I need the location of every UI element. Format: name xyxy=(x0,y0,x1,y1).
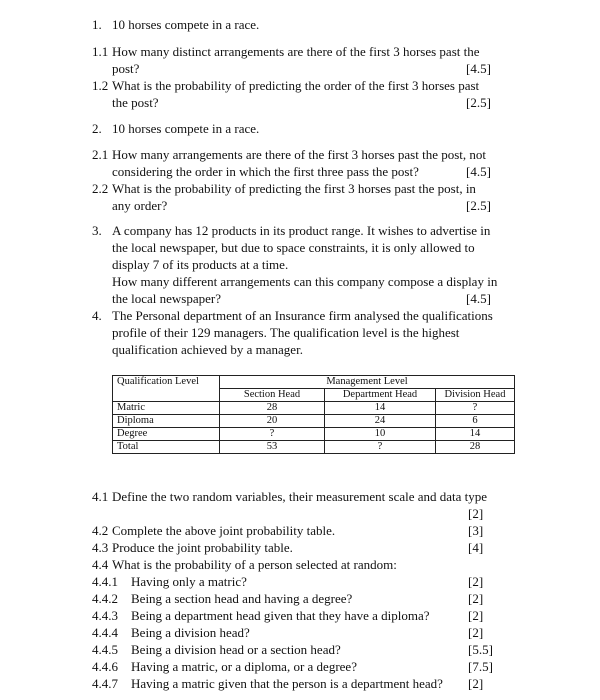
row-label: Diploma xyxy=(113,415,220,428)
q1-number: 1. xyxy=(92,17,102,32)
subpart-4-4-6-text: Having a matric, or a diploma, or a degree? xyxy=(131,659,357,674)
col-header-department-head: Department Head xyxy=(325,389,436,402)
q2-1-number: 2.1 xyxy=(92,147,109,162)
table-row xyxy=(113,402,515,415)
q2-1-line2: considering the order in which the first three pass the post? xyxy=(112,164,419,179)
cell: ? xyxy=(220,428,325,441)
cell: ? xyxy=(325,441,436,454)
q3-line1: A company has 12 products in its product range. It wishes to advertise in xyxy=(112,223,491,238)
cell: 28 xyxy=(436,441,515,454)
subpart-4-4-6-mark: [7.5] xyxy=(468,659,493,674)
cell: 20 xyxy=(220,415,325,428)
subpart-4-4-2-text: Being a section head and having a degree? xyxy=(131,591,353,606)
q2-number: 2. xyxy=(92,121,102,136)
cell: 14 xyxy=(325,402,436,415)
cell: 6 xyxy=(436,415,515,428)
subpart-4-4-1-text: Having only a matric? xyxy=(131,574,247,589)
q2-2-line2: any order? xyxy=(112,198,168,213)
cell: 14 xyxy=(436,428,515,441)
q2-1-line1: How many arrangements are there of the first 3 horses past the post, not xyxy=(112,147,487,162)
q3-line4: How many different arrangements can this company compose a display in xyxy=(112,274,498,289)
subpart-4-4-1-mark: [2] xyxy=(468,574,484,589)
table-corner-header: Qualification Level xyxy=(113,376,220,389)
q1-1-mark: [4.5] xyxy=(466,61,491,76)
subpart-4-4-2-number: 4.4.2 xyxy=(92,591,118,606)
part-4-3-mark: [4] xyxy=(468,540,484,555)
col-header-section-head: Section Head xyxy=(220,389,325,402)
q4-line2: profile of their 129 managers. The qualification level is the highest xyxy=(112,325,460,340)
qualification-table xyxy=(112,375,515,454)
q1-text: 10 horses compete in a race. xyxy=(112,17,260,32)
q2-text: 10 horses compete in a race. xyxy=(112,121,260,136)
q1-1-number: 1.1 xyxy=(92,44,109,59)
subpart-4-4-7-text: Having a matric given that the person is a department head? xyxy=(131,676,443,691)
table-corner-spacer xyxy=(113,389,220,402)
cell: 53 xyxy=(220,441,325,454)
table-row xyxy=(113,428,515,441)
part-4-3-text: Produce the joint probability table. xyxy=(112,540,293,555)
cell: 24 xyxy=(325,415,436,428)
subpart-4-4-4-text: Being a division head? xyxy=(131,625,250,640)
subpart-4-4-7-number: 4.4.7 xyxy=(92,676,118,691)
cell: 28 xyxy=(220,402,325,415)
part-4-4-number: 4.4 xyxy=(92,557,109,572)
row-label: Degree xyxy=(113,428,220,441)
part-4-2-text: Complete the above joint probability table. xyxy=(112,523,336,538)
q1-2-mark: [2.5] xyxy=(466,95,491,110)
subpart-4-4-3-text: Being a department head given that they have a diploma? xyxy=(131,608,430,623)
q2-2-number: 2.2 xyxy=(92,181,109,196)
cell: ? xyxy=(436,402,515,415)
part-4-2-mark: [3] xyxy=(468,523,484,538)
part-4-1-number: 4.1 xyxy=(92,489,109,504)
row-label: Total xyxy=(113,441,220,454)
q2-2-line1: What is the probability of predicting the first 3 horses past the post, in xyxy=(112,181,476,196)
part-4-1-text: Define the two random variables, their measurement scale and data type xyxy=(112,489,488,504)
col-header-division-head: Division Head xyxy=(436,389,515,402)
q3-mark: [4.5] xyxy=(466,291,491,306)
q3-line3: display 7 of its products at a time. xyxy=(112,257,289,272)
table-row xyxy=(113,415,515,428)
q1-2-line2: the post? xyxy=(112,95,159,110)
subpart-4-4-3-mark: [2] xyxy=(468,608,484,623)
q2-1-mark: [4.5] xyxy=(466,164,491,179)
part-4-1-mark: [2] xyxy=(468,506,484,521)
part-4-4-text: What is the probability of a person selected at random: xyxy=(112,557,397,572)
q3-line2: the local newspaper, but due to space constraints, it is only allowed to xyxy=(112,240,475,255)
subpart-4-4-6-number: 4.4.6 xyxy=(92,659,118,674)
q2-2-mark: [2.5] xyxy=(466,198,491,213)
subpart-4-4-2-mark: [2] xyxy=(468,591,484,606)
subpart-4-4-1-number: 4.4.1 xyxy=(92,574,118,589)
subpart-4-4-3-number: 4.4.3 xyxy=(92,608,118,623)
q3-line5: the local newspaper? xyxy=(112,291,222,306)
q4-number: 4. xyxy=(92,308,102,323)
q1-1-line1: How many distinct arrangements are there of the first 3 horses past the xyxy=(112,44,480,59)
subpart-4-4-4-number: 4.4.4 xyxy=(92,625,118,640)
cell: 10 xyxy=(325,428,436,441)
row-label: Matric xyxy=(113,402,220,415)
table-group-header: Management Level xyxy=(220,376,515,389)
q4-line1: The Personal department of an Insurance firm analysed the qualifications xyxy=(112,308,493,323)
part-4-3-number: 4.3 xyxy=(92,540,109,555)
subpart-4-4-7-mark: [2] xyxy=(468,676,484,691)
q3-number: 3. xyxy=(92,223,102,238)
subpart-4-4-5-number: 4.4.5 xyxy=(92,642,118,657)
part-4-2-number: 4.2 xyxy=(92,523,109,538)
q4-line3: qualification achieved by a manager. xyxy=(112,342,303,357)
subpart-4-4-5-text: Being a division head or a section head? xyxy=(131,642,341,657)
subpart-4-4-4-mark: [2] xyxy=(468,625,484,640)
q1-2-number: 1.2 xyxy=(92,78,109,93)
subpart-4-4-5-mark: [5.5] xyxy=(468,642,493,657)
q1-1-line2: post? xyxy=(112,61,140,76)
q1-2-line1: What is the probability of predicting the order of the first 3 horses past xyxy=(112,78,480,93)
table-row xyxy=(113,441,515,454)
